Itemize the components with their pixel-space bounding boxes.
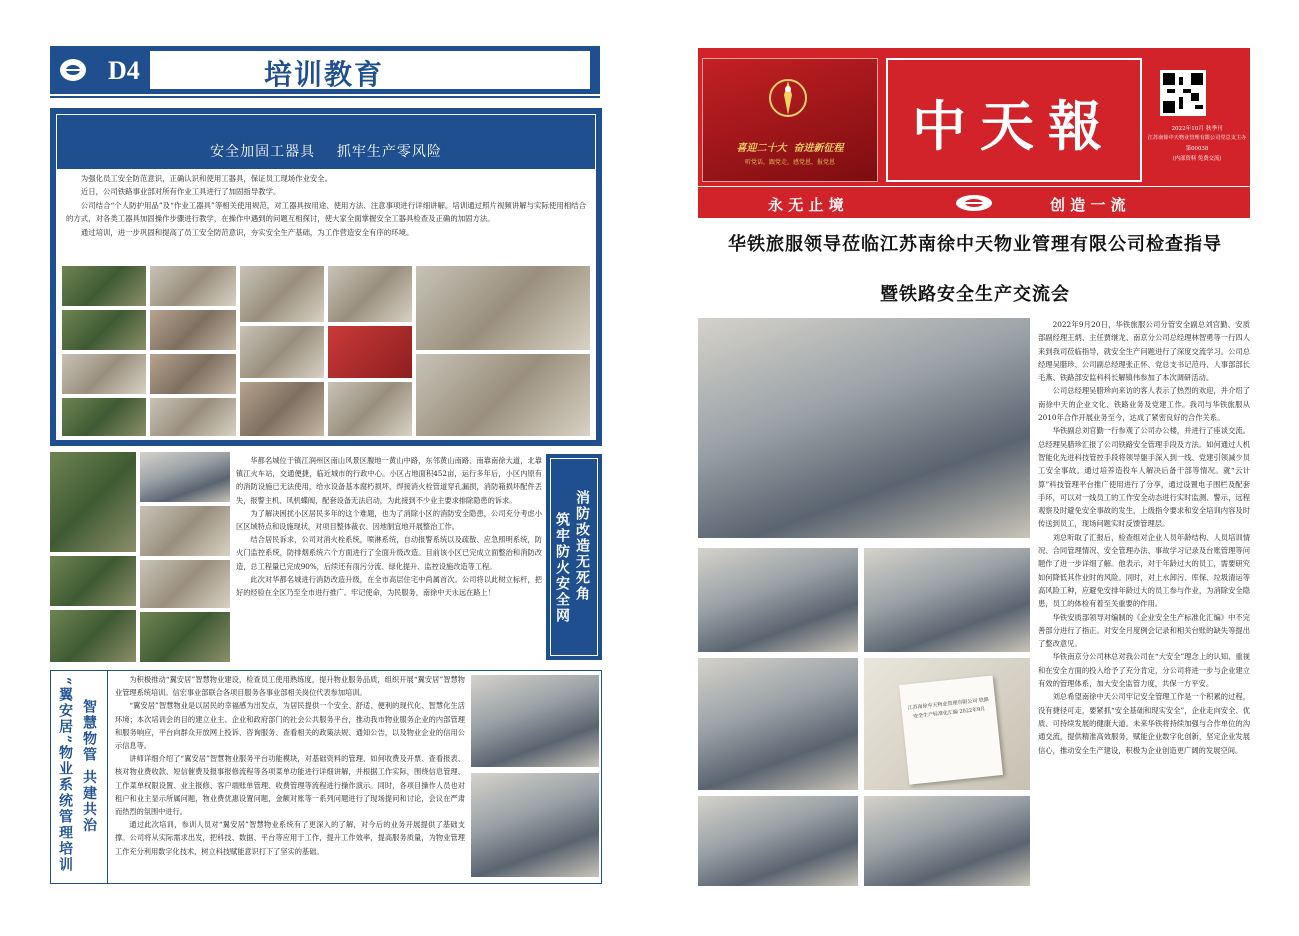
paragraph: 通过此次培训，参训人员对“翼安居”智慧物业系统有了更深入的了解，对今后的业务开展提供了基础支撑。公司将从实际需求出发，把科技、数据、平台等应用于工作，提升工作效率，提高服务质量，为物业管理工作充分利用数字化技术，树立科技赋能意识打下了坚实的基础。 [115,820,465,856]
photo-tools-9 [240,266,324,322]
issue-note: (内部资料 免费交流) [1172,156,1222,162]
issue-no: 第00038 [1185,146,1209,152]
article-yianju-training [50,670,602,884]
slogan-logo-icon [954,193,994,213]
photo-tools-5 [62,354,146,394]
photo-fire-4 [50,556,136,606]
headline-line2: 暨铁路安全生产交流会 [880,284,1070,305]
photo-tools-14 [328,382,412,436]
article2-heading-box [546,454,602,660]
photo-tools-10 [328,266,412,322]
photo-tools-15 [416,266,590,350]
document-cover [899,675,1003,784]
masthead-title-box [886,58,1142,182]
article3-heading-line2: 智慧物管 共建共治 [81,699,97,834]
paragraph: 公司结合“个人防护用品”及“作业工器具”等相关使用规范，对工器具按用途、使用方法、注意事项进行详细讲解。培训通过照片视频讲解与实际使用相结合的方式，对各类工器具加固操作步骤进行教学，在操作中遇到的问题互相探讨，使大家全面掌握安全工器具检查及正确的加固方法。 [66,200,586,224]
article-fire-renovation [50,452,602,662]
photo-meeting-main [698,318,1030,538]
photo-fire-7 [140,612,230,662]
paragraph: 刘总听取了汇报后，检查组对企业人员年龄结构、人员培训情况、合同管理情况、安全管理办法、事故学习记录及台账管理等问题作了进一步详细了解。他表示，对于年龄过大的员工，需要研究如何降低其作业时的风险。同时，对上水卸污、库保、垃圾清运等高风险工种，应避免安排年龄过大的员工参与作业，为消除安全隐患，员工的体检有着至关重要的作用。 [1038,532,1250,609]
issue-info: 2022年10月 秋季刊 [1171,126,1223,132]
photo-fire-1 [50,452,136,552]
article2-heading-line1: 消防改造无死角 [574,490,590,602]
photo-meeting-3 [864,548,1030,652]
photo-tools-4 [150,310,236,350]
photo-tools-3 [62,310,146,350]
photo-meeting-2 [698,548,858,652]
paragraph: 讲师详细介绍了“翼安居”智慧物业服务平台功能模块，对基础资料的管理、如何收费及开票、查看报表、核对物业费收款、短信催费及报事报修流程等各项菜单功能进行详细讲解，并根据工作实际，围绕信息管理、工作菜单权限设置、业主报修、客户端账单管理、收费管理等流程进行操作演示。同时，各项目操作人员也对租户和业主显示所属问题，物业费优惠设置问题，金额对账等一系列问题进行了现场提问和讨论，会议在严肃而热烈的氛围中进行。 [115,754,465,817]
paragraph: 结合居民诉求，公司对消火栓系统，喷淋系统，自动报警系统以及疏散、应急照明系统，防火门监控系统，防排烟系统六个方面进行了全面升级改造。目前该小区已完成立面整治和消防改造，总工程量已完成90%，后续还有雨污分流、绿化提升、监控设施改造等工程。 [236,535,542,571]
right-page [650,0,1299,936]
paragraph: 华都名城位于镇江润州区南山风景区腹地一黄山中路，东邻黄山南路、南靠南徐大道，北靠镇江火车站，交通便捷，临近城市的行政中心。小区占地面积452亩，运行多年后，小区内原有的消防设施已无法使用，给水设备基本腐朽损坏，焊接消火栓管道穿孔漏损，消防箱损坏配件丢失，报警主机、风机蝶阀，配套设备无法启动，为此接到不少业主要求排除隐患的诉求。 [236,456,542,505]
article2-text [236,454,542,599]
photo-tools-16 [416,354,590,436]
paragraph: 刘总希望南徐中天公司牢记安全管理工作是一个积累的过程，没有捷径可走，要紧抓“安全基础和现实安全”，企业走向安全、优质、可持续发展的健康大道。未来华铁将持续加强与合作单位的沟通交流，提供精准高效服务，赋能企业数字化创新，坚定企业发展信心，推动安全生产建设，积极为企业创造更广阔的发展空间。 [1038,692,1250,755]
photo-tools-8 [150,398,236,436]
banner-line1: 喜迎二十大 奋进新征程 [736,143,844,154]
masthead-name: 中天報 [912,94,1116,158]
photo-tools-7 [62,398,146,436]
qr-code [1160,70,1206,116]
photo-meeting-5 [698,796,858,886]
article1-title: 安全加固工器具 抓牢生产零风险 [210,144,442,160]
photo-grid-tools [62,266,590,436]
article-tools-training [50,108,602,446]
document-caption: 江苏南徐中天物业管理有限公司 铁路安全生产标准化汇编 2022年9月 [907,696,990,720]
article2-heading-line2: 筑牢防火安全网 [554,512,570,624]
banner-line2: 听党话，跟党走，感党恩，报党恩 [744,159,835,166]
article1-title-box [56,114,596,170]
article1-text [66,172,586,239]
paragraph: 为积极推动“翼安居”智慧物业建设，检查员工使用熟练度，提升物业服务品质，组织开展“翼安居”智慧物业管理系统培训。信宏事业部联合各项目服务各事业部相关岗位代表参加培训。 [115,675,465,698]
paragraph: 为强化员工安全防范意识，正确认识和使用工器具，保证员工现场作业安全。 [80,174,333,183]
masthead [698,48,1250,218]
paragraph: 公司总经理吴腊珍向来访的客人表示了热烈的欢迎，并介绍了南徐中天的企业文化、铁路业务及党建工作。我司与华铁旅服从2010年合作开展业务至今，达成了紧密良好的合作关系。 [1038,386,1250,423]
photo-fire-6 [140,560,230,608]
headline-line1: 华铁旅服领导莅临江苏南徐中天物业管理有限公司检查指导 [728,234,1222,255]
article3-text [115,673,465,858]
banner-emblem-icon [763,73,813,123]
photo-fire-2 [140,452,230,502]
masthead-banner [702,58,878,182]
header-underline [50,96,600,98]
article3-heading-box [51,671,107,883]
paragraph: 为了解决困扰小区居民多年的这个难题，也为了消除小区的消防安全隐患，公司充分考虑小区区域特点和设施现状，对项目整体裁衣、因地制宜地开展整治工作。 [236,508,542,532]
paragraph: 2022年9月20日，华铁旅服公司分管安全副总刘官勤、安质部副经理王炳、主任贾继龙、南京分公司总经理林智勇等一行四人来到我司莅临指导，就安全生产问题进行了深度交流学习。公司总经理吴腊珍、公司副总经理张正怀、党总支书记范丹、人事部部长毛燕、铁路部安监科科长解镇伟参加了本次调研活动。 [1038,320,1250,383]
photo-training-2 [471,773,599,877]
photo-tools-1 [62,266,146,306]
article3-divider [107,671,108,883]
paragraph: 华铁副总刘官勤一行参观了公司办公楼，并进行了座谈交流。总经理吴腊珍汇报了公司铁路安全管理手段及方法。如何通过人机智能化先进科技管控手段将领导躯手深入到一线、党建引领减少员工安全事故。通过培养造投车人解决后备干部等情况。就“云计算”科技管理平台推广使用进行了分享，通过设置电子围栏及配套手环，可以对一线员工的工作安全动态进行实时监测、警示，远程观察及时避免安全事故的发生，上级指令要求和安全培训内容及时传送到员工，现场问题实时反馈管理层。 [1038,426,1250,529]
slogan-right: 创 造 一 流 [1050,196,1126,214]
section-title: 培训教育 [264,58,385,91]
slogan-left: 永 无 止 境 [768,196,844,214]
paragraph: 华铁南京分公司林总对我公司在“大安全”理念上的认知、重视和在安全方面的投入给予了充分肯定，分公司将进一步与企业建立有效的管理体系，加大安全监管力度，共保一方平安。 [1038,652,1250,689]
paragraph: 此次对华都名城进行消防改造升级，在全市高层住宅中尚属首次。公司将以此树立标杆，把好的经验在全区乃至全市进行推广。牢记使命，为民服务，南徐中天永远在路上！ [236,574,542,598]
paragraph: 通过培训，进一步巩固和提高了员工安全防范意识，夯实安全生产基础，为工作营造安全有序的环境。 [80,227,414,237]
photo-tools-12 [328,326,412,378]
photo-fire-3 [140,506,230,556]
article1-body-panel [56,170,596,440]
page-label: D4 [108,56,140,85]
photo-document [864,658,1030,790]
publisher: 江苏南徐中天物业管理有限公司党总支主办 [1147,135,1247,141]
photo-tools-11 [240,326,324,378]
photo-meeting-4 [698,658,858,790]
main-article-text [1038,318,1250,757]
photo-meeting-6 [864,796,1030,886]
photo-training-1 [471,675,599,767]
logo-icon [58,56,88,84]
paragraph: 华铁安质部领导对编制的《企业安全生产标准化汇编》中不完善部分进行了指正。对安全月度例会记录和相关台账的缺失等提出了整改意见。 [1038,612,1250,649]
photo-tools-2 [150,266,236,306]
paragraph: 近日，公司铁路事业部对所有作业工具进行了加固指导教学。 [80,187,281,197]
paragraph: “翼安居”智慧物业是以居民的幸福感为出发点，为居民提供一个安全、舒适、便利的现代化、智慧化生活环境；本次培训会的目的建立业主、企业和政府部门的社会公共服务平台，推动我市物业服务企业的内部管理和服务响应，平台向群众开放网上投诉、咨询服务、查看相关的政策法规、通知公告，以及物业企业的信用公示信息等。 [115,701,465,751]
photo-tools-13 [240,382,324,436]
slogan-bar [698,186,1250,218]
photo-fire-5 [50,610,136,662]
photo-tools-6 [150,354,236,394]
article3-heading-line1: “翼安居”物业系统管理培训 [57,677,73,874]
page-header [50,46,600,98]
